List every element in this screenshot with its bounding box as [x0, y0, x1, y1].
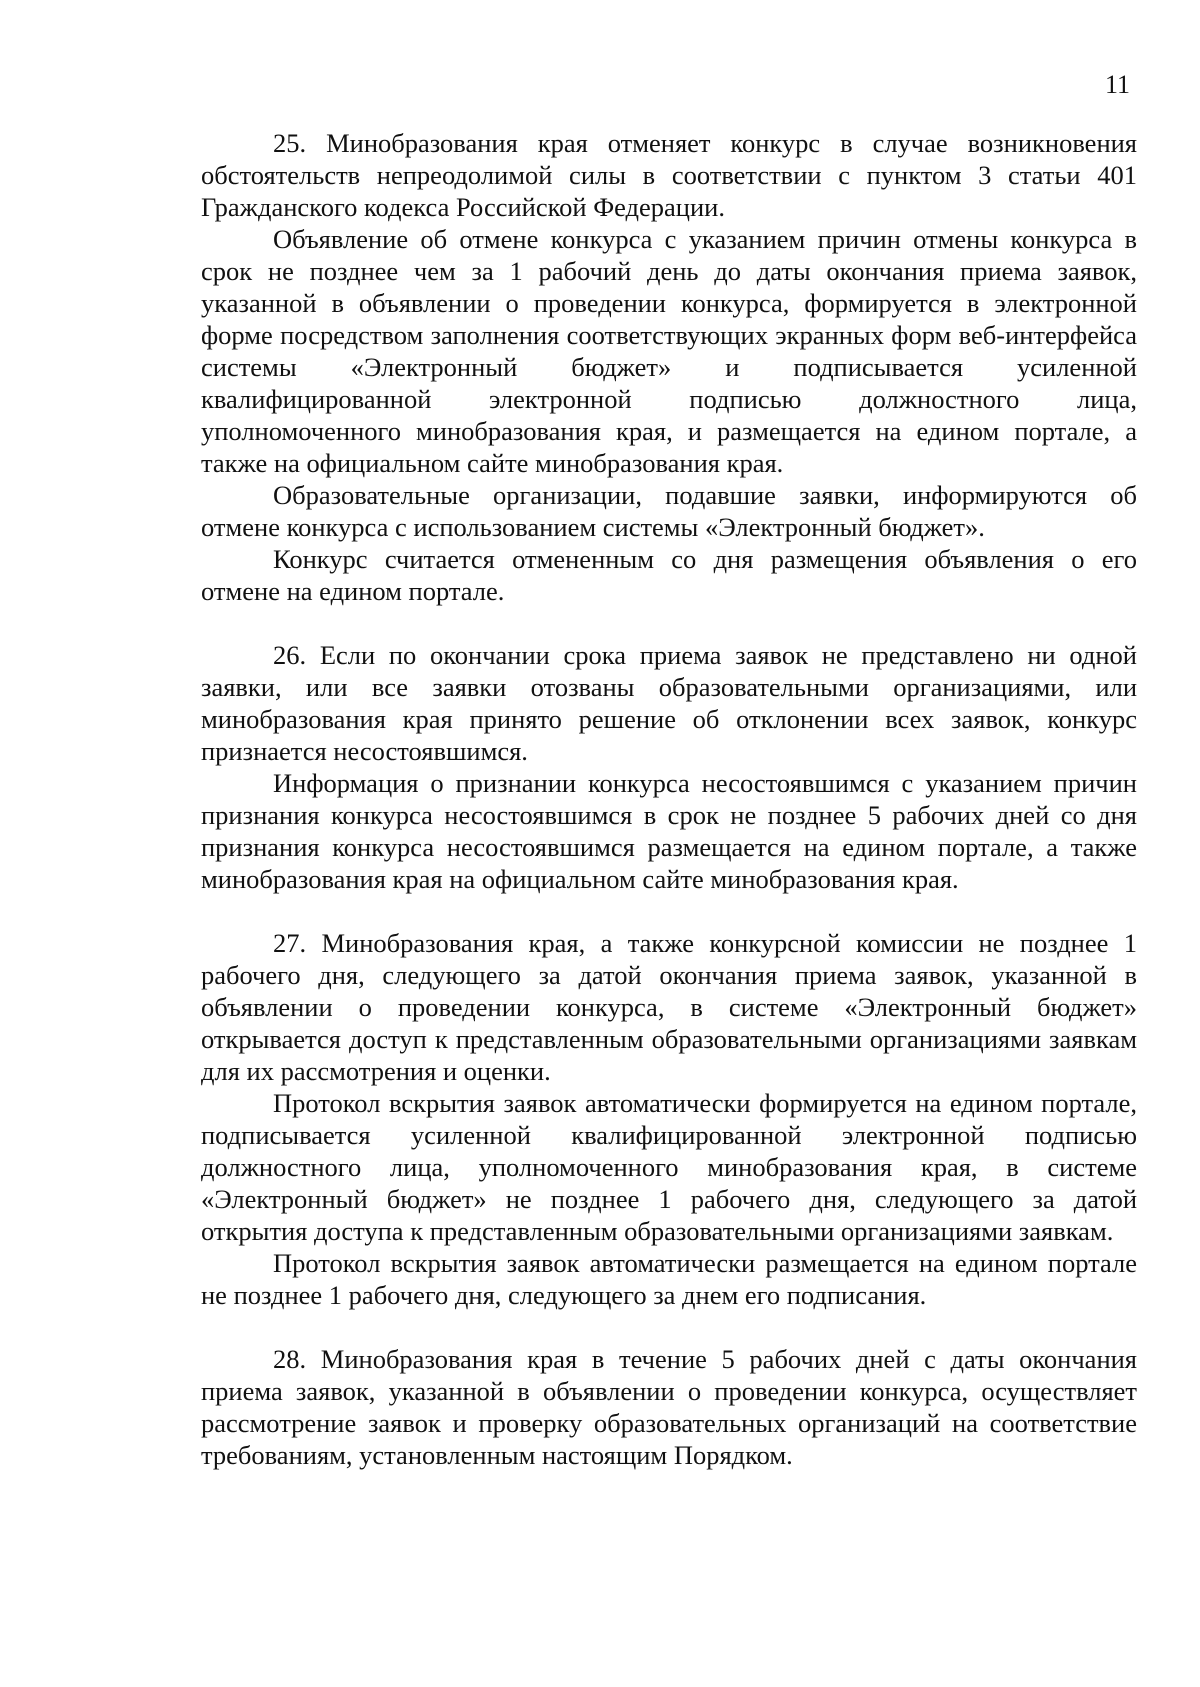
paragraph-opening-protocol: Протокол вскрытия заявок автоматически формируется на едином портале, подписывается усиленной квалифицированной электронной подписью должностного лица, уполномоченного минобразования края, в системе «Электронный бюджет» не позднее 1 рабочего дня, следующего за датой открытия доступа к представленным образовательными организациями заявкам.	[201, 1088, 1137, 1246]
section-gap	[201, 607, 1137, 639]
section-gap	[201, 1311, 1137, 1343]
paragraph-cancellation-notice: Объявление об отмене конкурса с указанием причин отмены конкурса в срок не позднее чем за 1 рабочий день до даты окончания приема заявок, указанной в объявлении о проведении конкурса, формируется в электронной форме посредством заполнения соответствующих экранных форм веб-интерфейса системы «Электронный бюджет» и подписывается усиленной квалифицированной электронной подписью должностного лица, уполномоченного минобразования края, и размещается на едином портале, а также на официальном сайте минобразования края.	[201, 224, 1137, 478]
paragraph-failed-contest-info: Информация о признании конкурса несостоявшимся с указанием причин признания конкурса несостоявшимся в срок не позднее 5 рабочих дней со дня признания конкурса несостоявшимся размещается на едином портале, а также минобразования края на официальном сайте минобразования края.	[201, 768, 1137, 894]
document-body	[201, 127, 1137, 1471]
page-number: 11	[1105, 70, 1131, 99]
paragraph-cancellation-effective: Конкурс считается отмененным со дня размещения объявления о его отмене на едином портале.	[201, 544, 1137, 606]
paragraph-organizations-informed: Образовательные организации, подавшие заявки, информируются об отмене конкурса с использованием системы «Электронный бюджет».	[201, 480, 1137, 542]
paragraph-25: 25. Минобразования края отменяет конкурс в случае возникновения обстоятельств непреодолимой силы в соответствии с пунктом 3 статьи 401 Гражданского кодекса Российской Федерации.	[201, 128, 1137, 222]
paragraph-protocol-publication: Протокол вскрытия заявок автоматически размещается на едином портале не позднее 1 рабочего дня, следующего за днем его подписания.	[201, 1248, 1137, 1310]
paragraph-27: 27. Минобразования края, а также конкурсной комиссии не позднее 1 рабочего дня, следующего за датой окончания приема заявок, указанной в объявлении о проведении конкурса, в системе «Электронный бюджет» открывается доступ к представленным образовательными организациями заявкам для их рассмотрения и оценки.	[201, 928, 1137, 1086]
section-gap	[201, 895, 1137, 927]
paragraph-28: 28. Минобразования края в течение 5 рабочих дней с даты окончания приема заявок, указанной в объявлении о проведении конкурса, осуществляет рассмотрение заявок и проверку образовательных организаций на соответствие требованиям, установленным настоящим Порядком.	[201, 1344, 1137, 1470]
paragraph-26: 26. Если по окончании срока приема заявок не представлено ни одной заявки, или все заявки отозваны образовательными организациями, или минобразования края принято решение об отклонении всех заявок, конкурс признается несостоявшимся.	[201, 640, 1137, 766]
